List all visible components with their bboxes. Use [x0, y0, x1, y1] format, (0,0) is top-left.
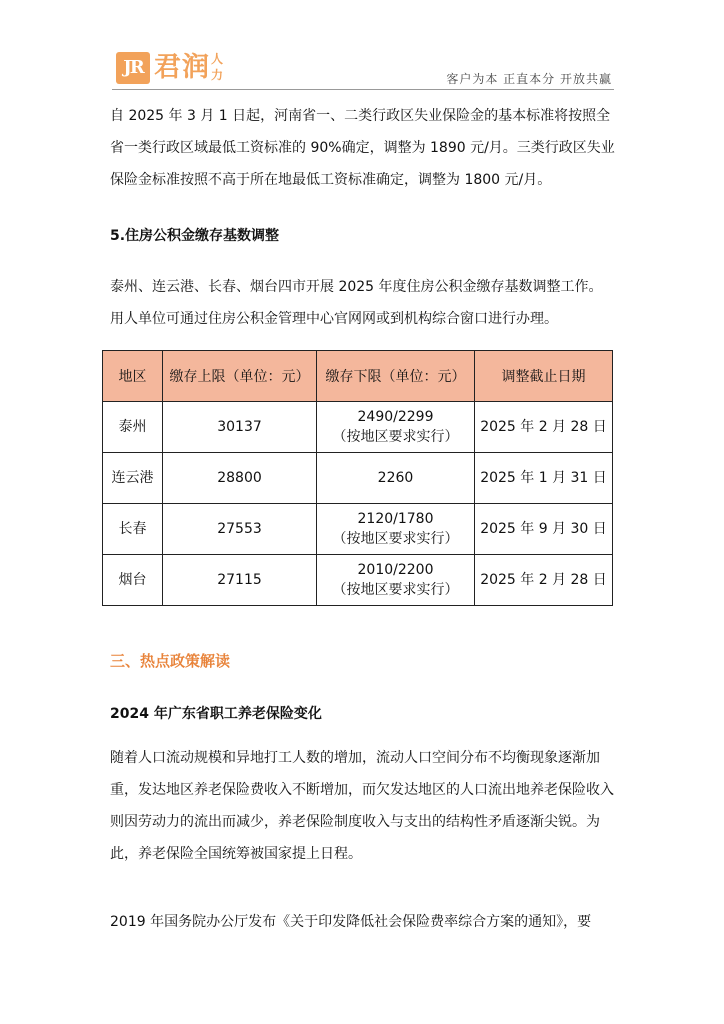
cell-lower-note: （按地区要求实行） [332, 429, 459, 445]
table-row [103, 504, 613, 555]
column-header-upper: 缴存上限（单位：元） [163, 351, 317, 402]
table-row [103, 555, 613, 606]
paragraph-pension-background: 随着人口流动规模和异地打工人数的增加，流动人口空间分布不均衡现象逐渐加重，发达地区养老保险费收入不断增加，而欠发达地区的人口流出地养老保险收入则因劳动力的流出而减少，养老保险制度收入与支出的结构性矛盾逐渐尖锐。为此，养老保险全国统筹被国家提上日程。 [110, 750, 614, 862]
logo-subtitle: 人力 [211, 52, 224, 82]
cell-lower-value: 2490/2299 [357, 409, 434, 425]
cell-region: 长春 [103, 504, 163, 555]
cell-upper: 27115 [163, 555, 317, 606]
subheading-guangdong-pension: 2024 年广东省职工养老保险变化 [110, 706, 322, 722]
cell-lower-note: （按地区要求实行） [332, 531, 459, 547]
cell-lower-value: 2260 [377, 470, 414, 486]
logo-mark: JR [116, 52, 150, 84]
section-heading-housing-fund: 5.住房公积金缴存基数调整 [110, 228, 280, 244]
cell-upper: 27553 [163, 504, 317, 555]
header-slogan: 客户为本 正直本分 开放共赢 [446, 72, 612, 86]
column-header-region: 地区 [103, 351, 163, 402]
table-header-row [103, 351, 613, 402]
cell-lower-value: 2010/2200 [357, 562, 434, 578]
header-divider [112, 89, 614, 90]
cell-lower-value: 2120/1780 [357, 511, 434, 527]
paragraph-housing-fund: 泰州、连云港、长春、烟台四市开展 2025 年度住房公积金缴存基数调整工作。用人单位可通过住房公积金管理中心官网网或到机构综合窗口进行办理。 [110, 279, 603, 327]
table-row [103, 453, 613, 504]
cell-date: 2025 年 9 月 30 日 [475, 504, 613, 555]
paragraph-unemployment-benefit: 自 2025 年 3 月 1 日起，河南省一、二类行政区失业保险金的基本标准将按照全省一类行政区域最低工资标准的 90%确定，调整为 1890 元/月。三类行政区失业保险金标准按照不高于所在地最低工资标准确定，调整为 1800 元/月。 [110, 108, 615, 188]
cell-upper: 28800 [163, 453, 317, 504]
cell-region: 烟台 [103, 555, 163, 606]
cell-date: 2025 年 2 月 28 日 [475, 555, 613, 606]
cell-lower [317, 555, 475, 606]
cell-region: 连云港 [103, 453, 163, 504]
paragraph-state-council: 2019 年国务院办公厅发布《关于印发降低社会保险费率综合方案的通知》，要 [110, 914, 592, 930]
page-header [0, 0, 724, 96]
cell-date: 2025 年 2 月 28 日 [475, 402, 613, 453]
column-header-lower: 缴存下限（单位：元） [317, 351, 475, 402]
cell-lower [317, 453, 475, 504]
cell-date: 2025 年 1 月 31 日 [475, 453, 613, 504]
cell-region: 泰州 [103, 402, 163, 453]
cell-lower [317, 504, 475, 555]
section-heading-hot-policy: 三、热点政策解读 [110, 652, 231, 670]
cell-upper: 30137 [163, 402, 317, 453]
cell-lower [317, 402, 475, 453]
housing-fund-table [102, 350, 613, 606]
column-header-deadline: 调整截止日期 [475, 351, 613, 402]
table-row [103, 402, 613, 453]
logo-name: 君润 [154, 52, 210, 83]
cell-lower-note: （按地区要求实行） [332, 582, 459, 598]
